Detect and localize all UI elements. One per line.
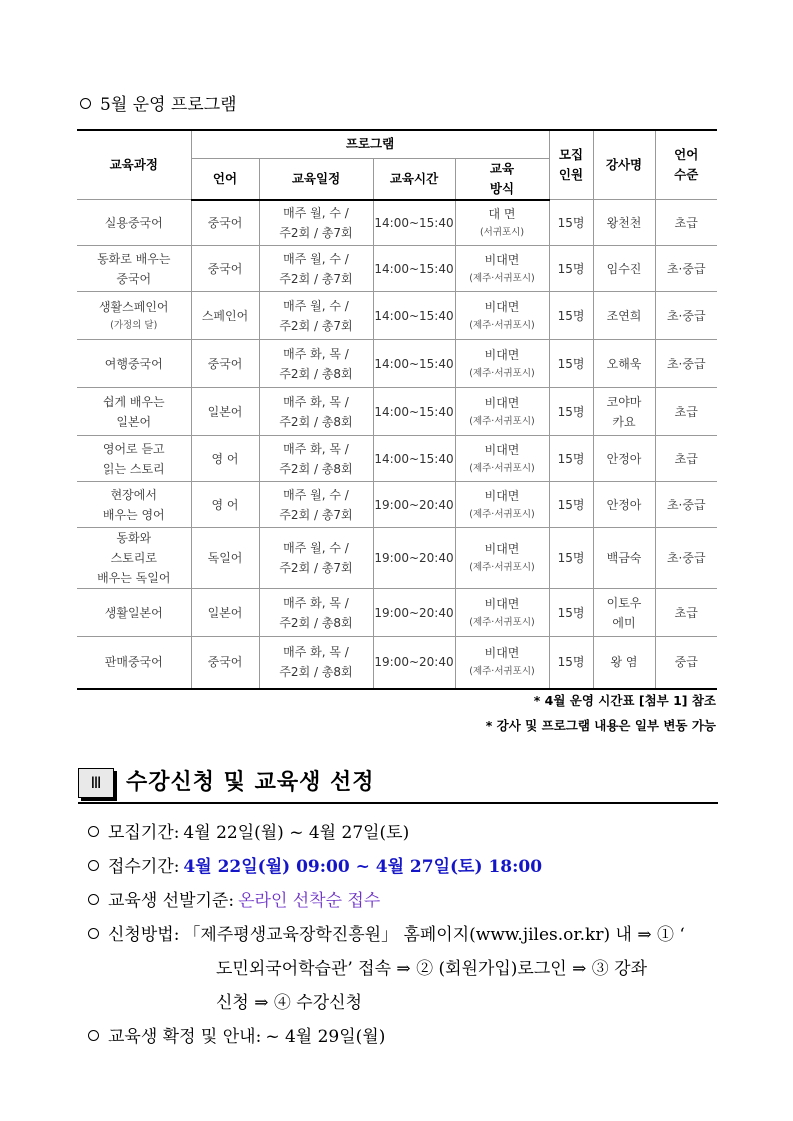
cell-language: 영 어 <box>191 436 259 482</box>
cell-instructor-line: 카요 <box>612 414 636 429</box>
circle-bullet-icon <box>88 826 99 837</box>
cell-capacity: 15명 <box>549 246 593 292</box>
method-location: (제주·서귀포시) <box>469 666 535 678</box>
cell-capacity: 15명 <box>549 436 593 482</box>
cell-method <box>455 292 549 340</box>
cell-instructor-line: 이토우 <box>606 595 642 610</box>
cell-instructor-line: 임수진 <box>606 261 642 276</box>
cell-course-line: 읽는 스토리 <box>102 461 165 476</box>
cell-schedule-line: 주2회 / 총8회 <box>279 366 353 381</box>
header-language: 언어 <box>191 158 259 200</box>
cell-method <box>455 200 549 246</box>
table-row <box>77 482 717 528</box>
cell-language: 일본어 <box>191 589 259 637</box>
cell-instructor <box>593 388 655 436</box>
cell-capacity: 15명 <box>549 292 593 340</box>
cell-course-line: 여행중국어 <box>104 356 163 371</box>
cell-level: 초·중급 <box>655 292 717 340</box>
cell-level: 초급 <box>655 388 717 436</box>
cell-method <box>455 482 549 528</box>
application-period: 접수기간: 4월 22일(월) 09:00 ~ 4월 27일(토) 18:00 <box>88 852 542 877</box>
cell-course-line: 쉽게 배우는 <box>102 394 165 409</box>
cell-schedule-line: 주2회 / 총7회 <box>279 271 353 286</box>
table-row <box>77 637 717 689</box>
cell-course <box>77 246 191 292</box>
cell-instructor <box>593 340 655 388</box>
method-text: 비대면 <box>484 395 520 410</box>
method-location: (서귀포시) <box>479 226 525 238</box>
method-text: 비대면 <box>484 347 520 362</box>
method-location: (제주·서귀포시) <box>469 508 535 520</box>
cell-instructor <box>593 246 655 292</box>
cell-time: 14:00~15:40 <box>373 292 455 340</box>
cell-course-line: 동화로 배우는 <box>97 251 171 266</box>
cell-language: 일본어 <box>191 388 259 436</box>
cell-instructor-line: 왕천천 <box>606 215 642 230</box>
cell-language: 중국어 <box>191 340 259 388</box>
cell-capacity: 15명 <box>549 200 593 246</box>
cell-schedule-line: 매주 화, 목 / <box>283 346 349 361</box>
cell-instructor <box>593 200 655 246</box>
method-location: (제주·서귀포시) <box>469 616 535 628</box>
cell-schedule-line: 주2회 / 총8회 <box>279 461 353 476</box>
table-row <box>77 528 717 589</box>
cell-course-line: 배우는 독일어 <box>97 571 171 585</box>
cell-schedule <box>259 637 373 689</box>
cell-time: 14:00~15:40 <box>373 340 455 388</box>
cell-method <box>455 246 549 292</box>
cell-level: 초급 <box>655 589 717 637</box>
cell-instructor <box>593 589 655 637</box>
table-row <box>77 589 717 637</box>
cell-time: 19:00~20:40 <box>373 528 455 589</box>
cell-method <box>455 436 549 482</box>
cell-language: 중국어 <box>191 637 259 689</box>
cell-level: 초급 <box>655 200 717 246</box>
table-row <box>77 246 717 292</box>
cell-instructor <box>593 292 655 340</box>
method-text: 비대면 <box>484 442 520 457</box>
header-capacity: 모집 인원 <box>549 130 593 200</box>
cell-course <box>77 528 191 589</box>
method-location: (제주·서귀포시) <box>469 462 535 474</box>
cell-schedule-line: 매주 월, 수 / <box>283 541 349 555</box>
cell-time: 14:00~15:40 <box>373 200 455 246</box>
cell-instructor-line: 왕 염 <box>610 655 638 670</box>
cell-time: 14:00~15:40 <box>373 246 455 292</box>
header-program: 프로그램 <box>191 130 549 158</box>
cell-capacity: 15명 <box>549 528 593 589</box>
cell-level: 초·중급 <box>655 246 717 292</box>
application-method-line2: 도민외국어학습관’ 접속 ⇒ ② (회원가입)로그인 ⇒ ③ 강좌 <box>216 959 648 979</box>
cell-time: 14:00~15:40 <box>373 388 455 436</box>
cell-instructor <box>593 436 655 482</box>
cell-language: 중국어 <box>191 246 259 292</box>
cell-schedule-line: 매주 화, 목 / <box>283 394 349 409</box>
cell-course-line: 생활스페인어 <box>98 299 169 314</box>
cell-language: 스페인어 <box>191 292 259 340</box>
method-text: 비대면 <box>484 542 520 556</box>
cell-schedule-line: 주2회 / 총7회 <box>279 507 353 522</box>
cell-course-line: 스토리로 <box>110 551 157 565</box>
table-row <box>77 436 717 482</box>
cell-time: 14:00~15:40 <box>373 436 455 482</box>
table-row <box>77 388 717 436</box>
cell-instructor-line: 오해욱 <box>606 356 642 371</box>
method-text: 비대면 <box>484 646 520 661</box>
cell-course-line: 일본어 <box>116 414 152 429</box>
cell-capacity: 15명 <box>549 637 593 689</box>
note-line: * 4월 운영 시간표 [첨부 1] 참조 <box>533 693 716 708</box>
header-instructor: 강사명 <box>593 130 655 200</box>
cell-schedule-line: 주2회 / 총7회 <box>279 561 353 575</box>
cell-instructor <box>593 637 655 689</box>
cell-course-line: 중국어 <box>116 271 152 286</box>
header-level: 언어 수준 <box>655 130 717 200</box>
table-row <box>77 200 717 246</box>
header-time: 교육시간 <box>373 158 455 200</box>
cell-schedule-line: 주2회 / 총8회 <box>279 414 353 429</box>
cell-level: 초·중급 <box>655 482 717 528</box>
cell-level: 초급 <box>655 436 717 482</box>
cell-course <box>77 637 191 689</box>
cell-capacity: 15명 <box>549 589 593 637</box>
cell-schedule <box>259 200 373 246</box>
cell-instructor-line: 안정아 <box>606 497 642 512</box>
cell-instructor-line: 백금숙 <box>606 551 642 565</box>
method-text: 비대면 <box>484 596 520 611</box>
method-text: 대 면 <box>488 206 516 221</box>
cell-schedule-line: 매주 월, 수 / <box>283 298 349 313</box>
table-notes <box>486 688 716 738</box>
cell-capacity: 15명 <box>549 482 593 528</box>
cell-schedule-line: 주2회 / 총7회 <box>279 225 353 240</box>
recruit-period: 모집기간: 4월 22일(월) ~ 4월 27일(토) <box>88 818 409 843</box>
cell-instructor-line: 조연희 <box>606 308 642 323</box>
cell-course-line: 생활일본어 <box>104 605 163 620</box>
circle-bullet-icon <box>88 928 99 939</box>
cell-level: 초·중급 <box>655 340 717 388</box>
cell-method <box>455 388 549 436</box>
section3-title: 수강신청 및 교육생 선정 <box>126 770 375 795</box>
cell-time: 19:00~20:40 <box>373 482 455 528</box>
cell-instructor <box>593 528 655 589</box>
cell-course-line: 판매중국어 <box>104 655 163 670</box>
cell-capacity: 15명 <box>549 340 593 388</box>
method-text: 비대면 <box>484 488 520 503</box>
cell-schedule-line: 주2회 / 총8회 <box>279 615 353 630</box>
cell-instructor-line: 에미 <box>612 615 636 630</box>
method-location: (제주·서귀포시) <box>469 272 535 284</box>
table-row <box>77 340 717 388</box>
cell-course <box>77 482 191 528</box>
cell-course-line: 현장에서 <box>110 487 157 502</box>
application-method: 신청방법: 「제주평생교육장학진흥원」 홈페이지(www.jiles.or.kr) 내 ⇒ ① ‘ <box>88 920 685 945</box>
section3-header <box>78 766 718 804</box>
cell-schedule <box>259 292 373 340</box>
cell-schedule <box>259 436 373 482</box>
cell-schedule-line: 매주 월, 수 / <box>283 205 349 220</box>
cell-course <box>77 436 191 482</box>
cell-schedule-line: 매주 화, 목 / <box>283 595 349 610</box>
cell-instructor-line: 안정아 <box>606 451 642 466</box>
cell-instructor <box>593 482 655 528</box>
cell-schedule <box>259 528 373 589</box>
cell-schedule-line: 매주 화, 목 / <box>283 645 349 660</box>
circle-bullet-icon <box>80 98 91 109</box>
section-heading <box>80 90 237 115</box>
cell-method <box>455 340 549 388</box>
program-table <box>77 129 717 690</box>
method-location: (제주·서귀포시) <box>469 415 535 427</box>
cell-time: 19:00~20:40 <box>373 589 455 637</box>
cell-course-line: 영어로 듣고 <box>102 441 165 456</box>
cell-course-line: 배우는 영어 <box>102 507 165 522</box>
cell-time: 19:00~20:40 <box>373 637 455 689</box>
cell-course <box>77 340 191 388</box>
circle-bullet-icon <box>88 894 99 905</box>
cell-schedule <box>259 482 373 528</box>
cell-instructor-line: 코야마 <box>606 394 642 409</box>
cell-level: 초·중급 <box>655 528 717 589</box>
cell-schedule-line: 매주 화, 목 / <box>283 441 349 456</box>
header-course: 교육과정 <box>77 130 191 200</box>
selection-criteria: 교육생 선발기준: 온라인 선착순 접수 <box>88 886 380 911</box>
cell-course <box>77 292 191 340</box>
table-body <box>77 200 717 689</box>
application-method-line3: 신청 ⇒ ④ 수강신청 <box>216 993 362 1013</box>
cell-language: 영 어 <box>191 482 259 528</box>
method-location: (제주·서귀포시) <box>469 562 535 573</box>
method-location: (제주·서귀포시) <box>469 367 535 379</box>
cell-method <box>455 589 549 637</box>
circle-bullet-icon <box>88 860 99 871</box>
method-text: 비대면 <box>484 252 520 267</box>
cell-course <box>77 388 191 436</box>
cell-schedule <box>259 340 373 388</box>
header-method: 교육 방식 <box>455 158 549 200</box>
cell-course <box>77 589 191 637</box>
method-location: (제주·서귀포시) <box>469 319 535 331</box>
method-text: 비대면 <box>484 299 520 314</box>
cell-level: 중급 <box>655 637 717 689</box>
cell-method <box>455 528 549 589</box>
cell-language: 중국어 <box>191 200 259 246</box>
cell-schedule-line: 매주 월, 수 / <box>283 251 349 266</box>
cell-schedule-line: 매주 월, 수 / <box>283 487 349 502</box>
header-schedule: 교육일정 <box>259 158 373 200</box>
confirmation-notice: 교육생 확정 및 안내: ~ 4월 29일(월) <box>88 1022 385 1047</box>
cell-course-line: (가정의 달) <box>110 319 158 331</box>
note-line: * 강사 및 프로그램 내용은 일부 변동 가능 <box>485 718 716 733</box>
section-heading-text: 5월 운영 프로그램 <box>100 95 237 115</box>
cell-schedule-line: 주2회 / 총7회 <box>279 318 353 333</box>
cell-schedule-line: 주2회 / 총8회 <box>279 665 353 680</box>
cell-schedule <box>259 388 373 436</box>
cell-schedule <box>259 246 373 292</box>
cell-capacity: 15명 <box>549 388 593 436</box>
cell-course-line: 실용중국어 <box>104 215 163 230</box>
cell-method <box>455 637 549 689</box>
cell-course-line: 동화와 <box>116 531 152 545</box>
section-number-badge: Ⅲ <box>78 768 114 798</box>
cell-language: 독일어 <box>191 528 259 589</box>
cell-course <box>77 200 191 246</box>
cell-schedule <box>259 589 373 637</box>
circle-bullet-icon <box>88 1030 99 1041</box>
table-row <box>77 292 717 340</box>
